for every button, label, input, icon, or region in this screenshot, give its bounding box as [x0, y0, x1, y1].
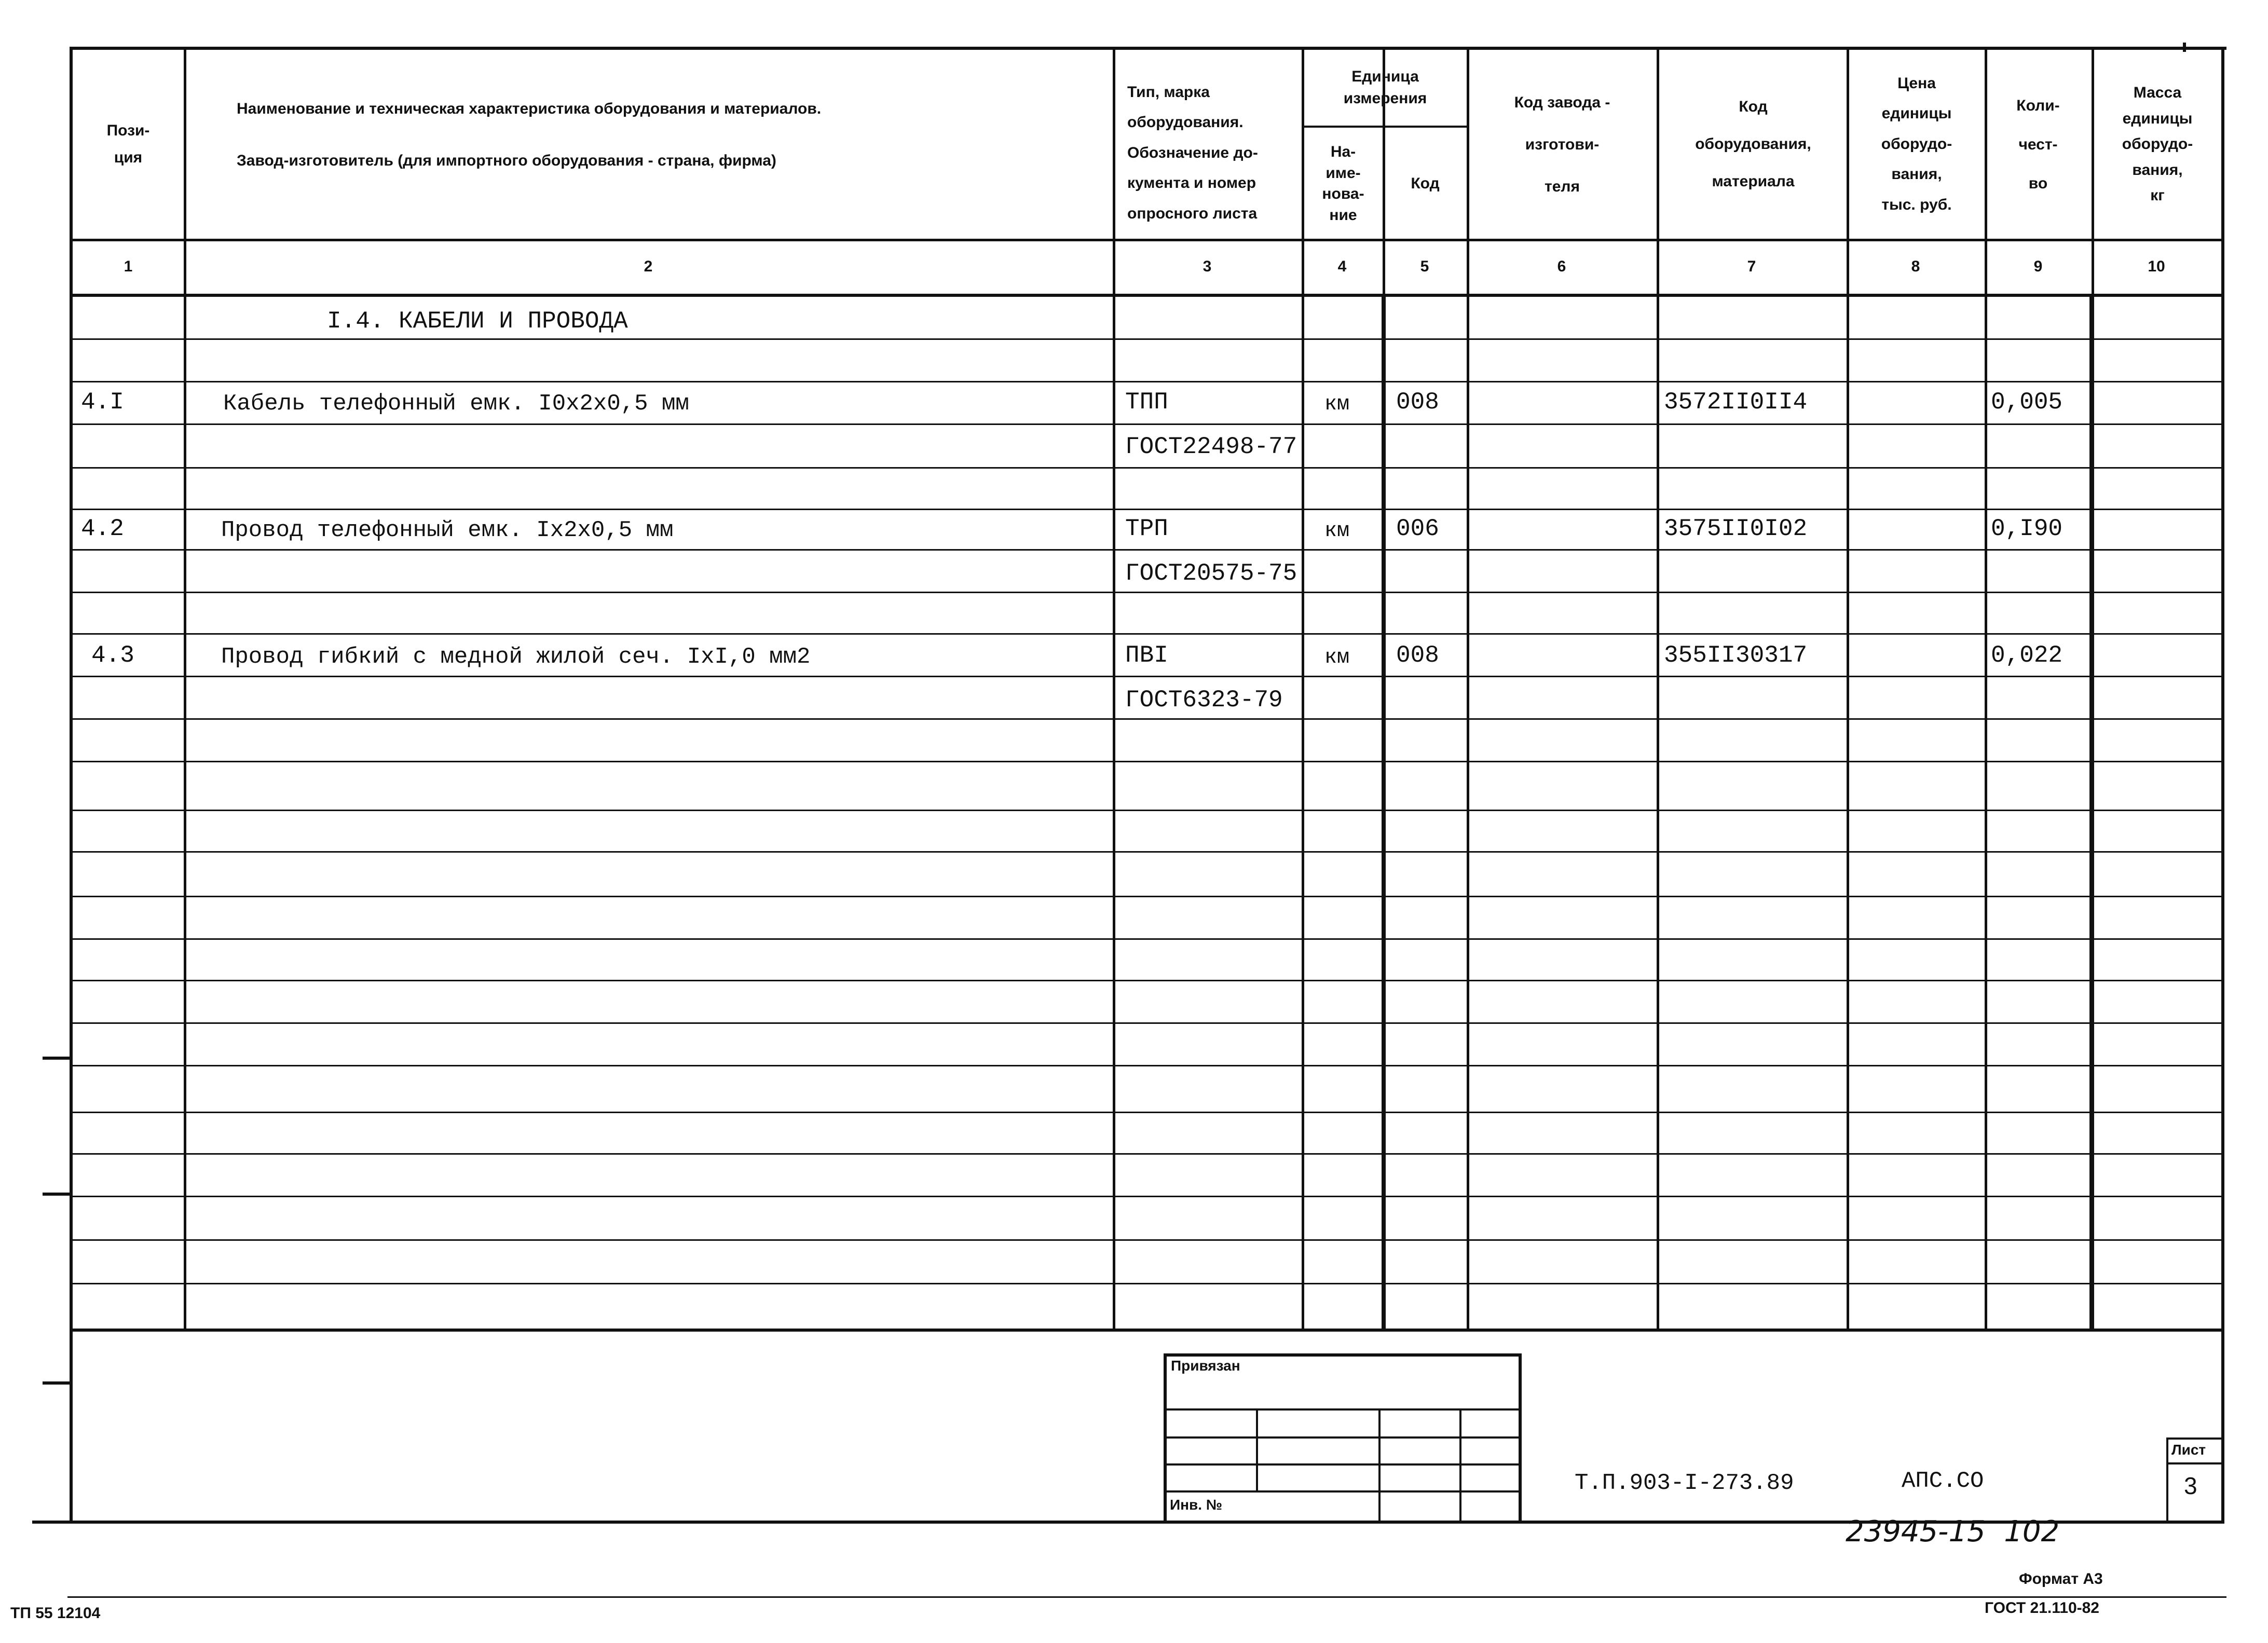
table-row-line [73, 338, 2221, 340]
item-unit-code: 008 [1396, 389, 1439, 416]
header-name-line1: Наименование и техническая характеристика оборудования и материалов. [237, 100, 822, 117]
bold-column-border [2089, 294, 2094, 1329]
sheet-box-top [2166, 1437, 2223, 1440]
margin-tick-3 [43, 1381, 70, 1385]
item-quantity: 0,I90 [1991, 515, 2063, 542]
table-row-line [73, 718, 2221, 720]
stamp-top-line [1164, 1353, 1522, 1357]
table-row-line [73, 1239, 2221, 1241]
column-number: 4 [1337, 258, 1347, 275]
column-number: 5 [1420, 258, 1429, 275]
header-mass: Масса единицы оборудо- вания, кг [2122, 84, 2193, 204]
item-position: 4.I [81, 389, 124, 416]
table-row-line [73, 592, 2221, 593]
table-row-line [73, 381, 2221, 382]
header-name-line2: Завод-изготовитель (для импортного оборудования - страна, фирма) [237, 152, 776, 169]
header-bottom-line [73, 239, 2221, 241]
item-equipment-code: 355II30317 [1664, 642, 1808, 669]
table-bottom-line [73, 1329, 2221, 1332]
table-row-line [73, 980, 2221, 981]
column-number: 2 [644, 258, 653, 275]
item-name: Кабель телефонный емк. I0x2x0,5 мм [223, 391, 689, 417]
item-unit-code: 006 [1396, 515, 1439, 542]
table-row-line [73, 761, 2221, 762]
item-unit: км [1324, 393, 1350, 416]
sheet-box-left [2166, 1437, 2168, 1523]
item-position: 4.2 [81, 515, 124, 542]
column-number: 3 [1203, 258, 1212, 275]
column-number: 6 [1557, 258, 1566, 275]
item-equipment-code: 3575II0I02 [1664, 515, 1808, 542]
stamp-row-line [1164, 1408, 1522, 1411]
number-row-bottom-line [73, 294, 2221, 297]
item-unit: км [1324, 646, 1350, 669]
header-unit-code: Код [1411, 174, 1440, 192]
section-title: I.4. КАБЕЛИ И ПРОВОДА [327, 308, 628, 335]
table-row-line [73, 1112, 2221, 1113]
table-row-line [73, 1022, 2221, 1024]
stamp-privyazan: Привязан [1171, 1358, 1240, 1374]
item-name: Провод телефонный емк. Ix2x0,5 мм [221, 517, 674, 543]
item-type: ПВI [1125, 642, 1168, 669]
item-unit-code: 008 [1396, 642, 1439, 669]
sheet-box-divider [2166, 1462, 2223, 1464]
table-row-line [73, 676, 2221, 677]
column-number: 7 [1747, 258, 1756, 275]
column-number: 9 [2033, 258, 2043, 275]
footer-left-code: ТП 55 12104 [10, 1605, 101, 1622]
item-document: ГОСТ20575-75 [1125, 560, 1297, 587]
column-number: 1 [124, 258, 133, 275]
table-row-line [73, 467, 2221, 469]
item-position: 4.3 [91, 642, 134, 669]
header-equipment-code: Код оборудования, материала [1695, 98, 1811, 190]
table-row-line [73, 423, 2221, 425]
item-type: ТПП [1125, 389, 1168, 416]
margin-tick-1 [43, 1057, 70, 1060]
handwritten-registration-number: 23945-15 102 [1846, 1515, 2060, 1549]
header-position: Пози- ция [106, 121, 150, 166]
table-row-line [73, 1283, 2221, 1284]
footer-gost: ГОСТ 21.110-82 [1985, 1599, 2099, 1617]
table-row-line [73, 633, 2221, 635]
header-factory-code: Код завода - изготови- теля [1514, 93, 1610, 195]
table-row-line [73, 509, 2221, 510]
header-quantity: Коли- чест- во [2016, 97, 2060, 192]
sheet-label: Лист [2171, 1442, 2206, 1458]
margin-tick-2 [43, 1193, 70, 1196]
header-unit-price: Цена единицы оборудо- вания, тыс. руб. [1881, 74, 1952, 213]
table-row-line [73, 851, 2221, 853]
table-row-line [73, 1196, 2221, 1197]
table-row-line [73, 1065, 2221, 1066]
stamp-col-line [1256, 1408, 1258, 1491]
header-unit-group: Единица измерения [1343, 68, 1427, 107]
stamp-row-line [1164, 1463, 1522, 1466]
document-code: АПС.СО [1902, 1468, 1984, 1494]
footer-format: Формат А3 [2019, 1570, 2103, 1587]
table-row-line [73, 938, 2221, 940]
column-number: 8 [1911, 258, 1920, 275]
item-equipment-code: 3572II0II4 [1664, 389, 1808, 416]
header-type-doc: Тип, марка оборудования. Обозначение до- кумента и номер опросного листа [1127, 83, 1258, 222]
item-quantity: 0,005 [1991, 389, 2063, 416]
footer-rule [67, 1596, 2226, 1598]
stamp-row-line [1164, 1490, 1522, 1493]
table-row-line [73, 810, 2221, 811]
table-row-line [73, 549, 2221, 551]
unit-group-divider [1302, 126, 1469, 128]
table-row-line [73, 896, 2221, 897]
item-document: ГОСТ22498-77 [1125, 433, 1297, 460]
item-document: ГОСТ6323-79 [1125, 687, 1283, 714]
table-row-line [73, 1153, 2221, 1155]
item-type: ТРП [1125, 515, 1168, 542]
stamp-row-line [1164, 1436, 1522, 1439]
stamp-inv-number: Инв. № [1170, 1497, 1223, 1513]
item-unit: км [1324, 519, 1350, 543]
item-quantity: 0,022 [1991, 642, 2063, 669]
sheet-number: 3 [2184, 1472, 2197, 1499]
column-number: 10 [2148, 258, 2165, 275]
document-designation: Т.П.903-I-273.89 [1575, 1470, 1794, 1496]
header-unit-name: На- име- нова- ние [1322, 143, 1364, 224]
item-name: Провод гибкий с медной жилой сеч. IxI,0 мм2 [221, 644, 811, 670]
frame-right-line [2221, 47, 2224, 1524]
stamp-col-line [1378, 1408, 1381, 1521]
stamp-col-line [1459, 1408, 1461, 1521]
bold-column-border [1382, 294, 1386, 1329]
